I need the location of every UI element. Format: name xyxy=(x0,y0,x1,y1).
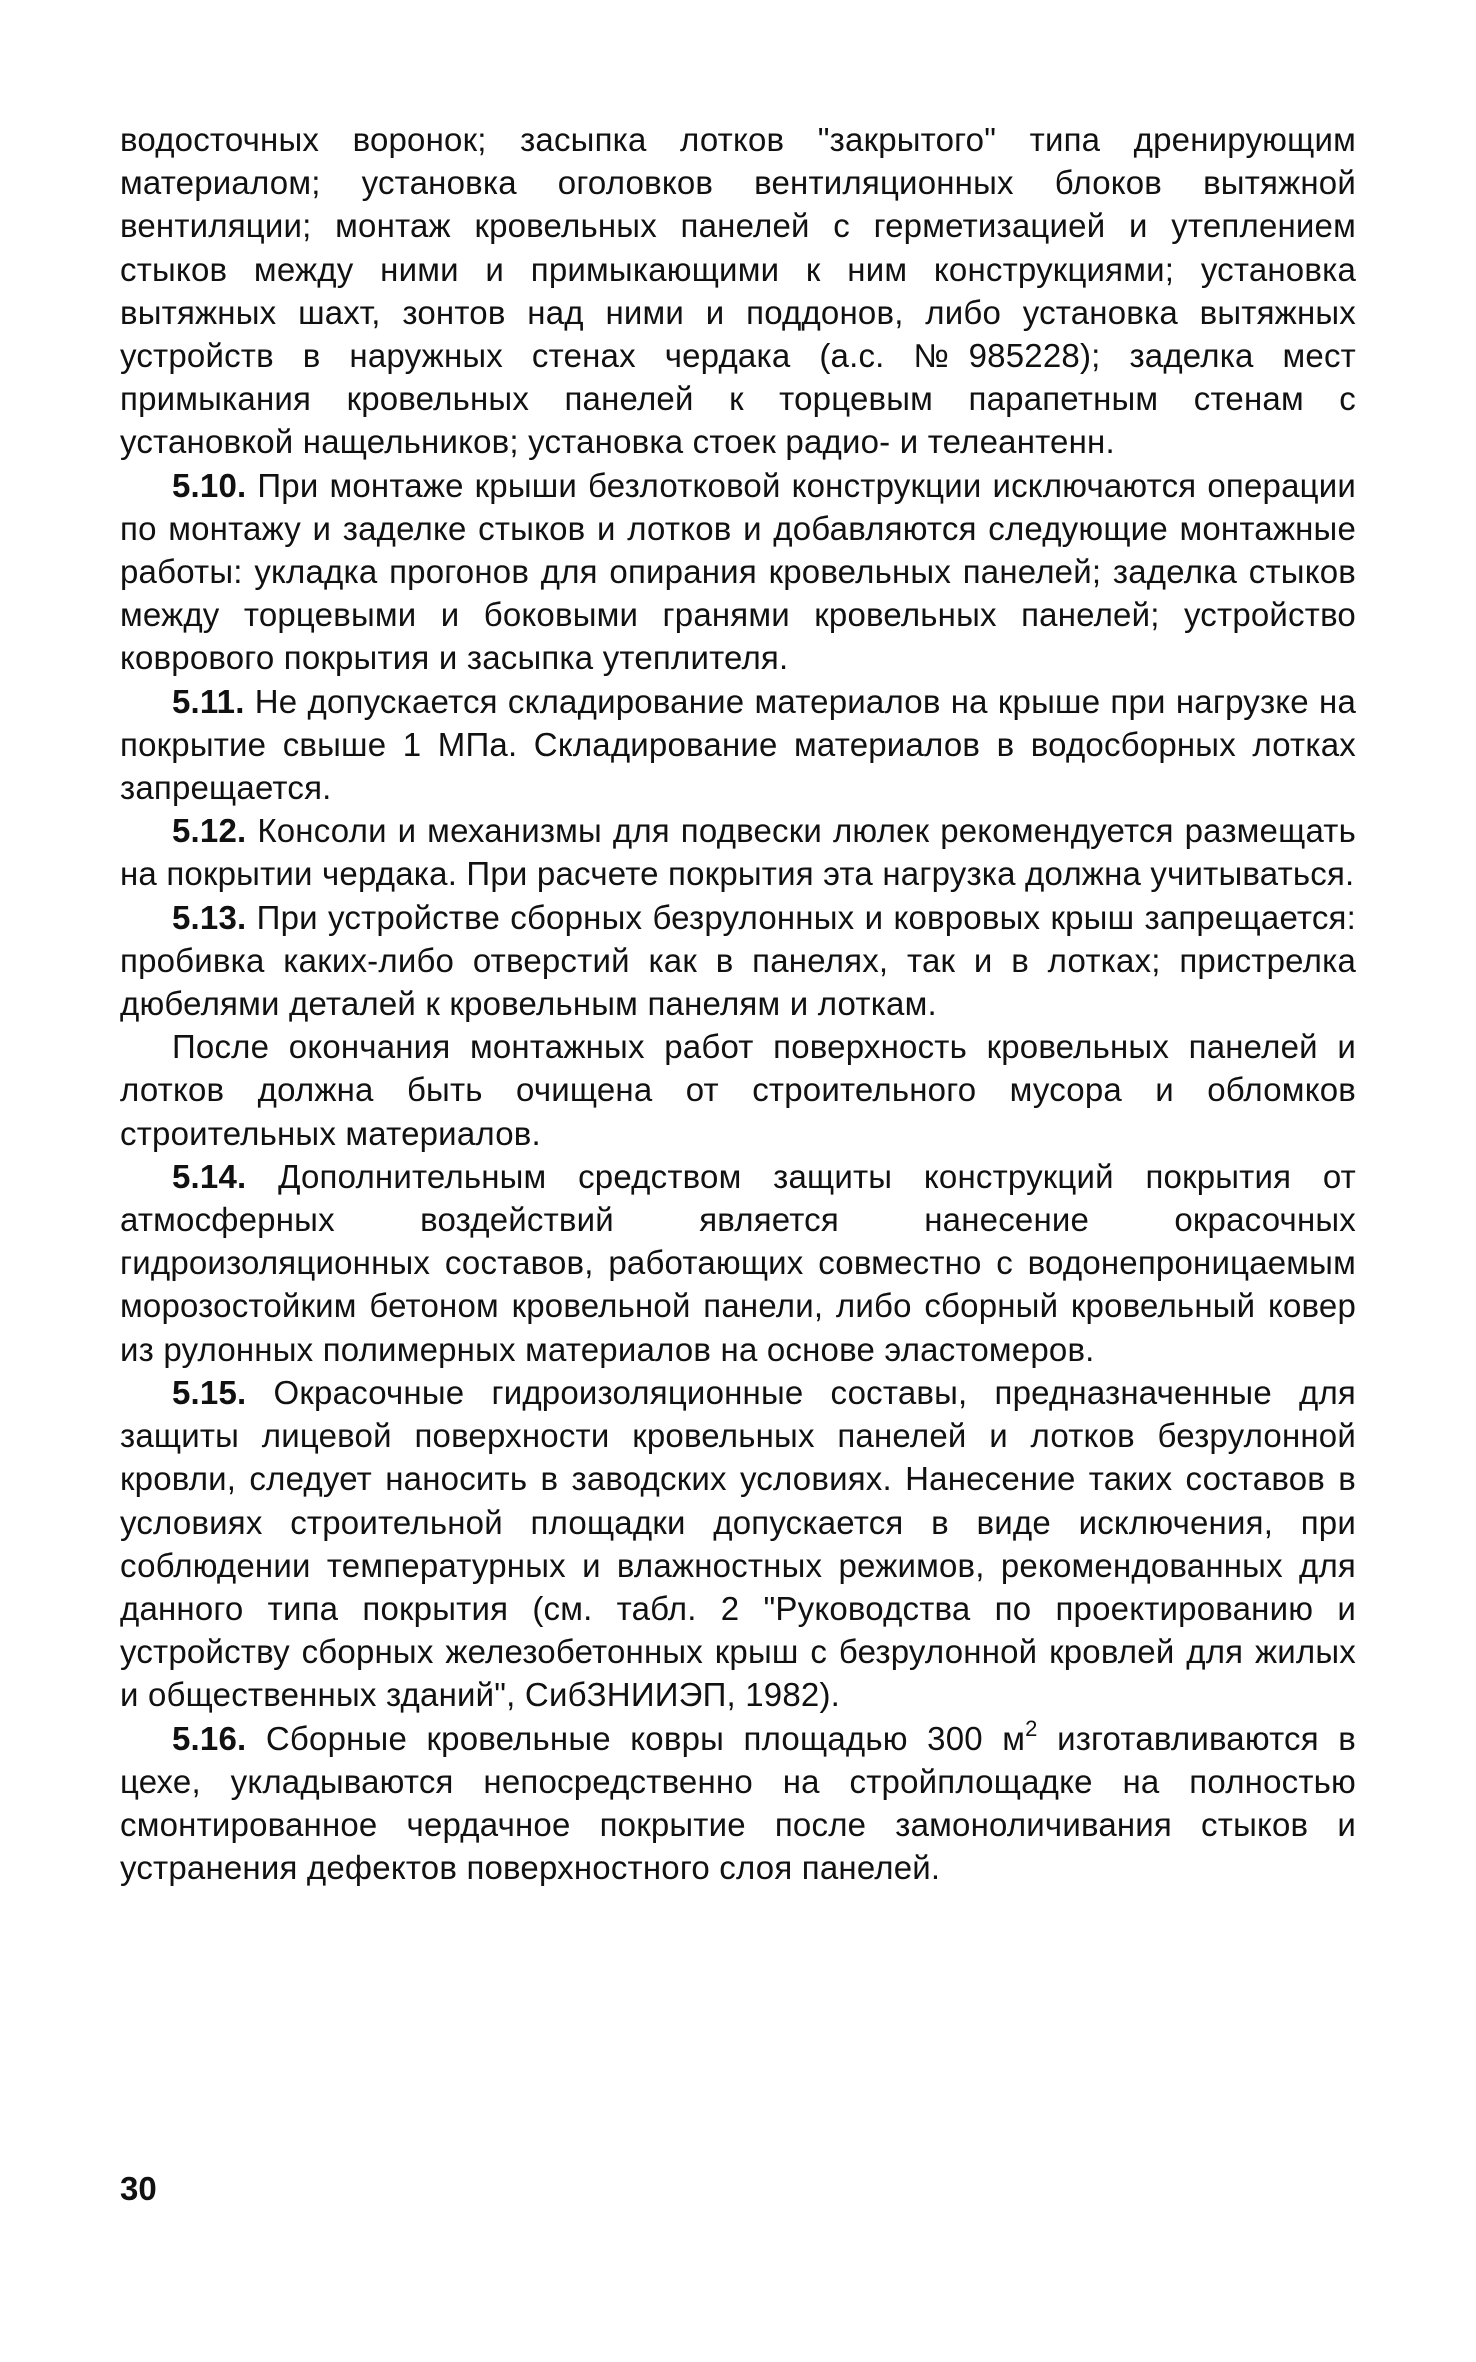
section-number: 5.12. xyxy=(172,812,247,850)
paragraph-text: Дополнительным средством защиты конструкций покрытия от атмосферных воздействий является нанесение окрасочных гидроизоляционных составов, работающих совместно с водонепроницаемым морозостойким бетоном кровельной панели, либо сборный кровельный ковер из рулонных полимерных материалов на основе эластомеров. xyxy=(120,1157,1356,1368)
paragraph-intro xyxy=(120,118,1356,464)
paragraph-5-10 xyxy=(120,464,1356,680)
section-number: 5.15. xyxy=(172,1373,247,1411)
section-number: 5.14. xyxy=(172,1157,247,1195)
paragraph-text: После окончания монтажных работ поверхность кровельных панелей и лотков должна быть очищена от строительного мусора и обломков строительных материалов. xyxy=(120,1028,1356,1152)
paragraph-5-12 xyxy=(120,809,1356,895)
paragraph-text: Консоли и механизмы для подвески люлек рекомендуется размещать на покрытии чердака. При расчете покрытия эта нагрузка должна учитываться. xyxy=(120,812,1356,893)
paragraph-5-14 xyxy=(120,1155,1356,1371)
superscript-exponent: 2 xyxy=(1025,1715,1038,1741)
section-number: 5.11. xyxy=(172,682,245,720)
paragraph-text: При устройстве сборных безрулонных и ковровых крыш запрещается: пробивка каких-либо отверстий как в панелях, так и в лотках; пристрелка дюбелями деталей к кровельным панелям и лоткам. xyxy=(120,898,1356,1023)
paragraph-5-13-continued xyxy=(120,1025,1356,1155)
paragraph-5-15 xyxy=(120,1371,1356,1717)
paragraph-text: водосточных воронок; засыпка лотков "закрытого" типа дренирующим материалом; установка оголовков вентиляционных блоков вытяжной вентиляции; монтаж кровельных панелей с герметизацией и утеплением стыков между ними и примыкающими к ним конструкциями; установка вытяжных шахт, зонтов над ними и поддонов, либо установка вытяжных устройств в наружных стенах чердака (а.с. №985228); заделка мест примыкания кровельных панелей к торцевым парапетным стенам с установкой нащельников; установка стоек радио- и телеантенн. xyxy=(120,121,1356,461)
page-body xyxy=(120,118,1356,1889)
section-number: 5.10. xyxy=(172,466,247,504)
paragraph-5-11 xyxy=(120,680,1356,810)
page-number: 30 xyxy=(120,2170,157,2207)
section-number: 5.16. xyxy=(172,1719,247,1757)
paragraph-text-part1: Сборные кровельные ковры площадью 300 м xyxy=(265,1719,1026,1757)
paragraph-5-13 xyxy=(120,896,1356,1026)
paragraph-text-part2: изготавливаются в цехе, укладываются непосредственно на стройплощадке на полностью смонтированное чердачное покрытие после замоноличивания стыков и устранения дефектов поверхностного слоя панелей. xyxy=(120,1719,1357,1887)
paragraph-text: Не допускается складирование материалов на крыше при нагрузке на покрытие свыше 1 МПа. Складирование материалов в водосборных лотках запрещается. xyxy=(120,682,1356,807)
section-number: 5.13. xyxy=(172,898,247,936)
paragraph-text: При монтаже крыши безлотковой конструкции исключаются операции по монтажу и заделке стыков и лотков и добавляются следующие монтажные работы: укладка прогонов для опирания кровельных панелей; заделка стыков между торцевыми и боковыми гранями кровельных панелей; устройство коврового покрытия и засыпка утеплителя. xyxy=(120,466,1356,677)
paragraph-text: Окрасочные гидроизоляционные составы, предназначенные для защиты лицевой поверхности кровельных панелей и лотков безрулонной кровли, следует наносить в заводских условиях. Нанесение таких составов в условиях строительной площадки допускается в виде исключения, при соблюдении температурных и влажностных режимов, рекомендованных для данного типа покрытия (см. табл. 2 "Руководства по проектированию и устройству сборных железобетонных крыш с безрулонной кровлей для жилых и общественных зданий", СибЗНИИЭП, 1982). xyxy=(120,1373,1356,1714)
paragraph-5-16 xyxy=(120,1717,1356,1890)
